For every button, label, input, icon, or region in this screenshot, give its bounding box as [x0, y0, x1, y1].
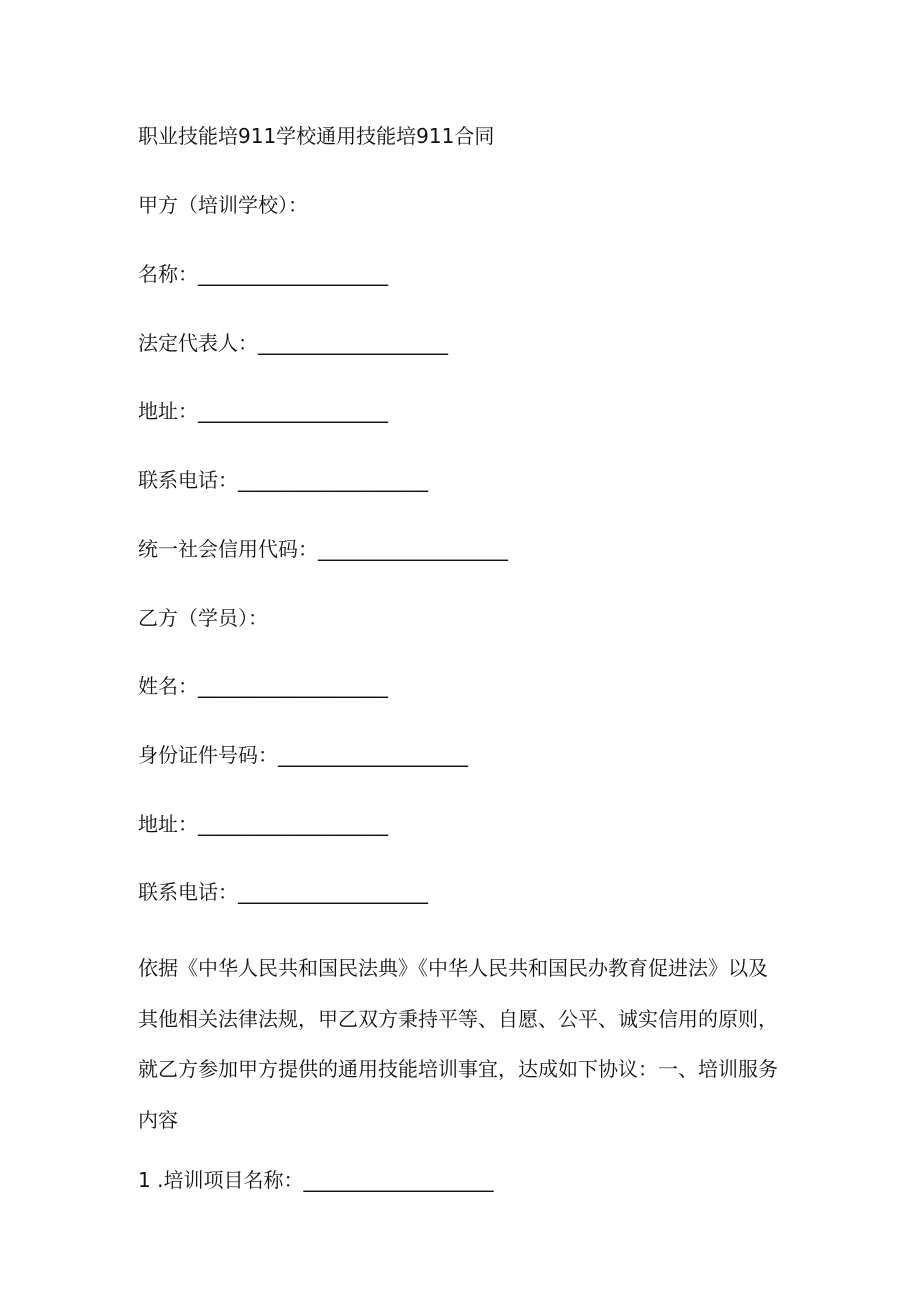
party-a-heading: 甲方（培训学校）： — [138, 193, 308, 217]
preamble-line: 就乙方参加甲方提供的通用技能培训事宜，达成如下协议：一、培训服务 — [138, 1057, 778, 1081]
party-a-credit-code-field: 统一社会信用代码：___________________ — [138, 537, 508, 561]
preamble-line: 内容 — [138, 1107, 178, 1132]
party-a-representative-field: 法定代表人：___________________ — [138, 331, 448, 355]
preamble-line: 依据《中华人民共和国民法典》《中华人民共和国民办教育促进法》以及 — [138, 956, 768, 980]
party-a-address-field: 地址：___________________ — [138, 399, 388, 423]
party-b-phone-field: 联系电话：___________________ — [138, 880, 428, 904]
party-b-name-field: 姓名：___________________ — [138, 674, 388, 698]
document-title: 职业技能培911学校通用技能培911合同 — [138, 124, 495, 148]
preamble-paragraph — [138, 943, 788, 1145]
party-b-heading: 乙方（学员）： — [138, 606, 268, 630]
party-b-address-field: 地址：___________________ — [138, 812, 388, 836]
item-1-training-project-name: 1 .培训项目名称：___________________ — [138, 1168, 494, 1192]
preamble-line: 其他相关法律法规，甲乙双方秉持平等、自愿、公平、诚实信用的原则， — [138, 1006, 778, 1031]
party-a-name-field: 名称：___________________ — [138, 262, 388, 286]
party-a-phone-field: 联系电话：___________________ — [138, 468, 428, 492]
party-b-id-field: 身份证件号码：___________________ — [138, 743, 468, 767]
